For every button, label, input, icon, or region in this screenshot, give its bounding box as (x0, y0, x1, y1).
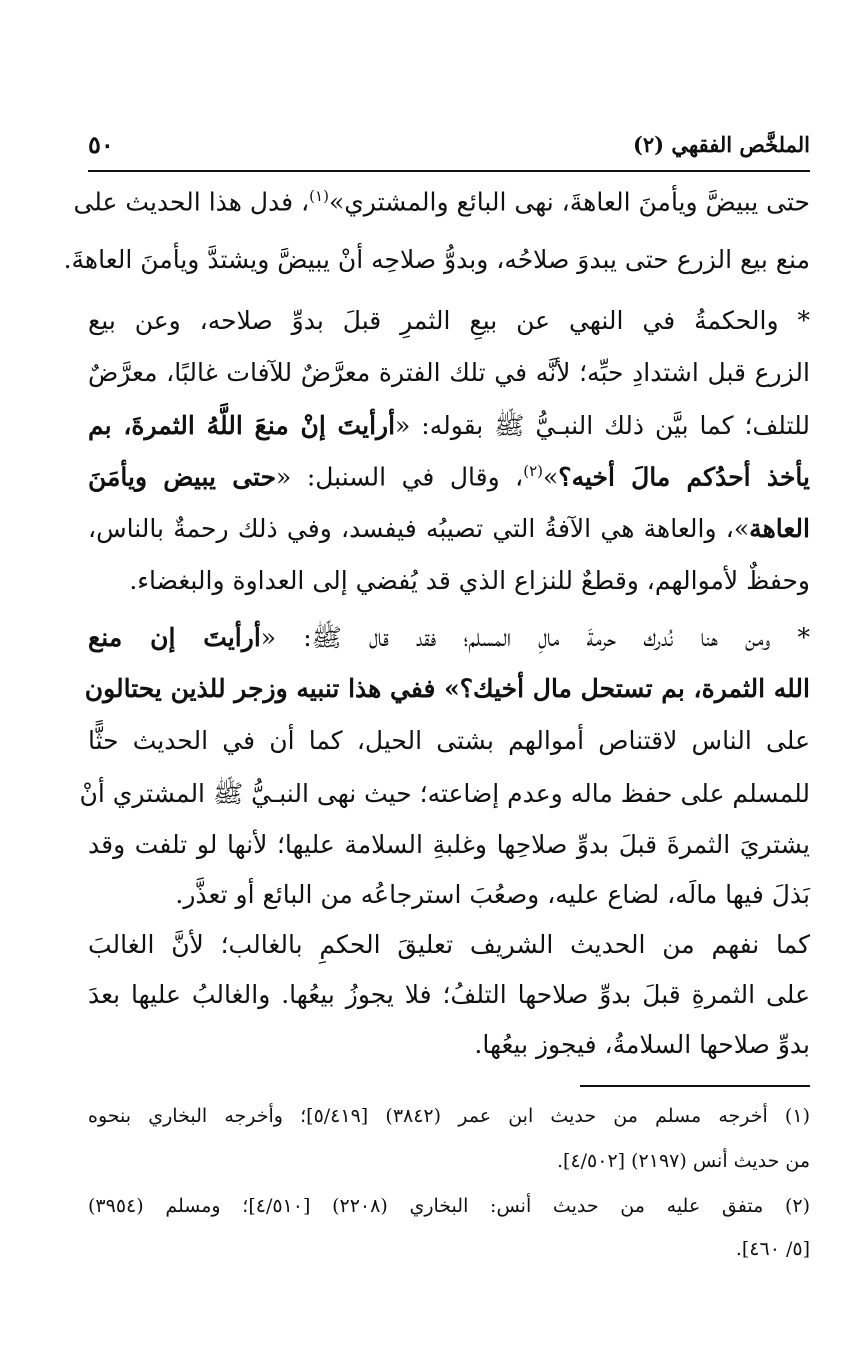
text-line: على الناس لاقتناص أموالهم بشتى الحيل، كما أن في الحديث حثًّا (88, 726, 810, 755)
footnote-ref: (١) (309, 187, 329, 205)
text-line: بَذلَ فيها مالَه، لضاع عليه، وصعُبَ استرجاعُه من البائع أو تعذَّر. (175, 880, 810, 909)
text-line: * والحكمةُ في النهي عن بيعِ الثمرِ قبلَ بدوِّ صلاحه، وعن بيع (88, 306, 810, 335)
text-line: بدوِّ صلاحها السلامةُ، فيجوز بيعُها. (474, 1030, 810, 1059)
footnote-2-cont: [٥/ ٤٦٠]. (735, 1238, 810, 1260)
hadith-quote: أرأيتَ إن منع (88, 623, 261, 652)
footnote-ref: (٢) (523, 462, 543, 480)
text-line: للتلف؛ كما بيَّن ذلك النبـيُّ ﷺ بقوله: «أرأيتَ إنْ منعَ اللَّهُ الثمرةَ، بم (88, 411, 810, 440)
hadith-quote: يأخذ أحدُكم مالَ أخيه؟ (558, 462, 810, 492)
text-line: يشتريَ الثمرةَ قبلَ بدوِّ صلاحِها وغلبةِ السلامة عليها؛ لأنها لو تلفت وقد (88, 830, 810, 859)
header-rule (88, 170, 810, 172)
hadith-quote: أرأيتَ إنْ منعَ اللَّهُ الثمرةَ، بم (88, 411, 396, 440)
footnote-1-cont: من حديث أنس (٢١٩٧) [٤/٥٠٢]. (556, 1150, 810, 1172)
text-line: الله الثمرة، بم تستحل مال أخيك؟» ففي هذا تنبيه وزجر للذين يحتالون (84, 674, 810, 703)
text-line: على الثمرةِ قبلَ بدوِّ صلاحها التلفُ؛ فلا يجوزُ بيعُها. والغالبُ عليها بعدَ (88, 980, 810, 1009)
text-line: للمسلم على حفظ ماله وعدم إضاعته؛ حيث نهى النبـيُّ ﷺ المشتري أنْ (79, 779, 810, 808)
text-line: * ومن هنا نُدرك حرمةَ مالِ المسلم؛ فقد قال ﷺ: «أرأيتَ إن منع (88, 623, 810, 652)
running-header (88, 128, 810, 168)
book-title: الملخَّص الفقهي (٢) (632, 132, 810, 157)
footnote-1: (١) أخرجه مسلم من حديث ابن عمر (٣٨٤٢) [٥/٤١٩]؛ وأخرجه البخاري بنحوه (88, 1105, 810, 1127)
text-line: العاهة»، والعاهة هي الآفةُ التي تصيبُه فيفسد، وفي ذلك رحمةٌ بالناس، (88, 514, 810, 543)
footnote-rule (580, 1085, 810, 1087)
text-line: يأخذ أحدُكم مالَ أخيه؟»$^{(٢)}$، وقال في السنبل: «حتى يبيض ويأمَنَ (88, 462, 810, 492)
text-line: الزرع قبل اشتدادِ حبِّه؛ لأنَّه في تلك الفترة معرَّضٌ للآفات غالبًا، معرَّضٌ (88, 358, 810, 387)
page-number: ٥٠ (88, 130, 114, 159)
text-line: حتى يبيضَّ ويأمنَ العاهةَ، نهى البائع والمشتري»$^{(١)}$، فدل هذا الحديث على (73, 187, 810, 217)
text-line: وحفظٌ لأموالهم، وقطعٌ للنزاع الذي قد يُفضي إلى العداوة والبغضاء. (129, 566, 810, 595)
text-line: منع بيع الزرع حتى يبدوَ صلاحُه، وبدوُّ صلاحِه أنْ يبيضَّ ويشتدَّ ويأمنَ العاهةَ. (63, 245, 810, 274)
text-line: كما نفهم من الحديث الشريف تعليقَ الحكمِ بالغالب؛ لأنَّ الغالبَ (88, 930, 810, 959)
hadith-quote: حتى يبيض ويأمَنَ (88, 462, 277, 492)
footnote-2: (٢) متفق عليه من حديث أنس: البخاري (٢٢٠٨) [٤/٥١٠]؛ ومسلم (٣٩٥٤) (88, 1195, 810, 1217)
hadith-quote: العاهة (749, 514, 810, 543)
